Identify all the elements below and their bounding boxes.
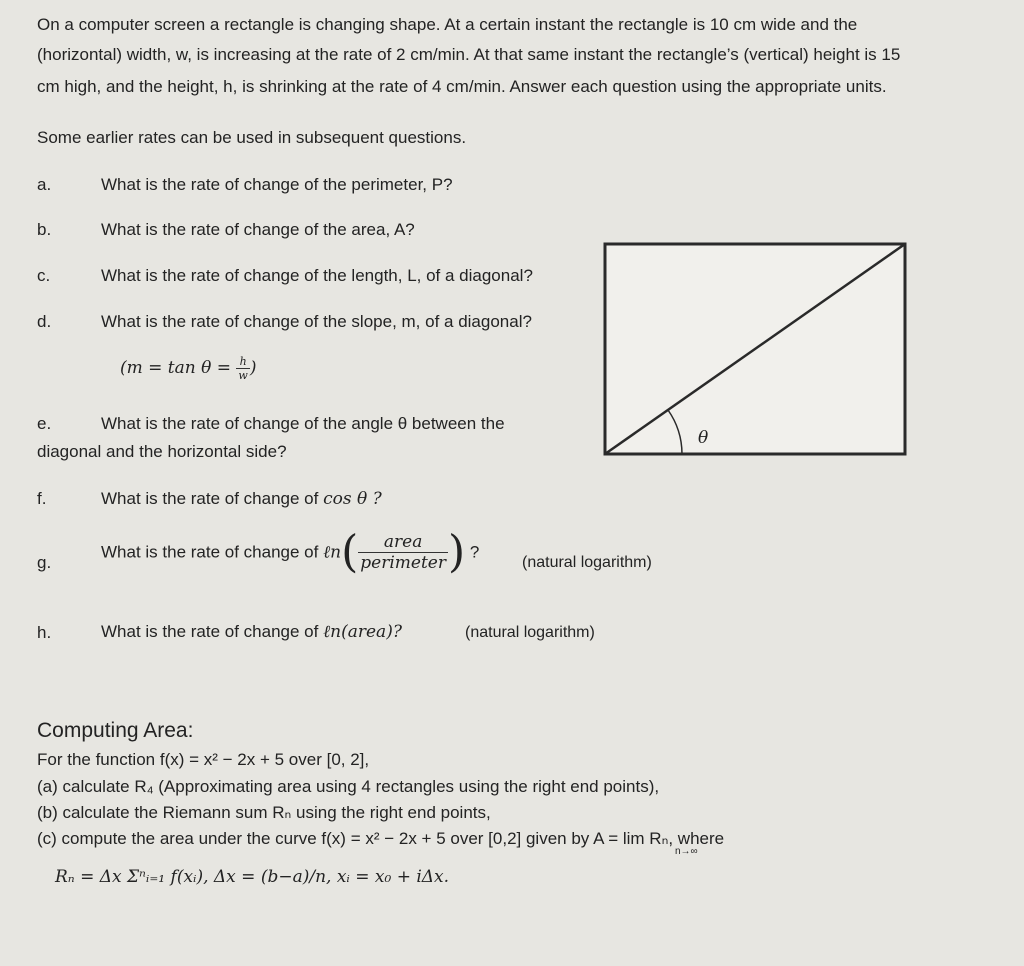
theta-label: θ [698,428,709,448]
question-e-text-2: diagonal and the horizontal side? [37,442,287,461]
question-e-text: What is the rate of change of the angle θ between the [101,414,505,433]
question-c-label: c. [37,266,51,285]
question-f [101,489,382,509]
question-b-label: b. [37,220,52,239]
computing-area-heading: Computing Area: [37,719,194,742]
fraction-numerator: area [358,532,448,553]
slope-formula [120,355,256,382]
question-h-math: ℓn(area)? [323,622,402,642]
question-h-label: h. [37,623,52,642]
question-g-mark: ? [469,542,480,562]
limit-subscript: n→∞ [675,846,698,857]
computing-line-1: For the function f(x) = x² − 2x + 5 over [0, 2], [37,750,370,769]
question-g-note: (natural logarithm) [522,554,652,571]
question-g-text: What is the rate of change of [101,542,324,562]
rectangle-diagram [600,240,910,458]
question-a-label: a. [37,175,52,194]
right-paren: ) [448,526,466,578]
note-text: Some earlier rates can be used in subsequent questions. [37,128,467,147]
question-h [101,622,402,642]
left-paren: ( [341,526,359,578]
computing-line-3: (b) calculate the Riemann sum Rₙ using the right end points, [37,803,491,822]
intro-line-2: (horizontal) width, w, is increasing at the rate of 2 cm/min. At that same instant the rectangle’s (vertical) height is 15 [37,45,901,64]
question-h-note: (natural logarithm) [465,624,595,641]
question-e-label: e. [37,414,52,433]
computing-line-4: (c) compute the area under the curve f(x) = x² − 2x + 5 over [0,2] given by A = lim Rₙ, where [37,829,725,848]
question-f-text: What is the rate of change of [101,489,324,508]
slope-fraction-den: w [238,369,248,382]
question-f-math: cos θ ? [323,489,382,509]
slope-fraction-num: h [236,355,249,369]
fraction-denominator: perimeter [360,553,446,573]
computing-line-5: Rₙ = Δx Σⁿᵢ₌₁ f(xᵢ), Δx = (b−a)/n, xᵢ = x₀ + iΔx. [55,867,450,887]
computing-line-2: (a) calculate R₄ (Approximating area using 4 rectangles using the right end points), [37,777,660,796]
question-g [101,526,480,578]
question-d-text: What is the rate of change of the slope, m, of a diagonal? [101,312,532,331]
area-perimeter-fraction [358,532,448,573]
question-h-text: What is the rate of change of [101,622,324,641]
slope-fraction [236,355,249,382]
question-b-text: What is the rate of change of the area, A? [101,220,415,239]
slope-formula-left: (m = tan θ = [120,357,237,378]
intro-line-1: On a computer screen a rectangle is changing shape. At a certain instant the rectangle is 10 cm wide and the [37,15,858,34]
question-d-label: d. [37,312,52,331]
slope-formula-right: ) [249,357,257,378]
question-a-text: What is the rate of change of the perimeter, P? [101,175,453,194]
question-g-label: g. [37,553,52,572]
question-c-text: What is the rate of change of the length, L, of a diagonal? [101,266,533,285]
question-f-label: f. [37,489,47,508]
intro-line-3: cm high, and the height, h, is shrinking at the rate of 4 cm/min. Answer each question using the appropriate units. [37,77,887,96]
question-g-ln: ℓn [323,542,342,563]
